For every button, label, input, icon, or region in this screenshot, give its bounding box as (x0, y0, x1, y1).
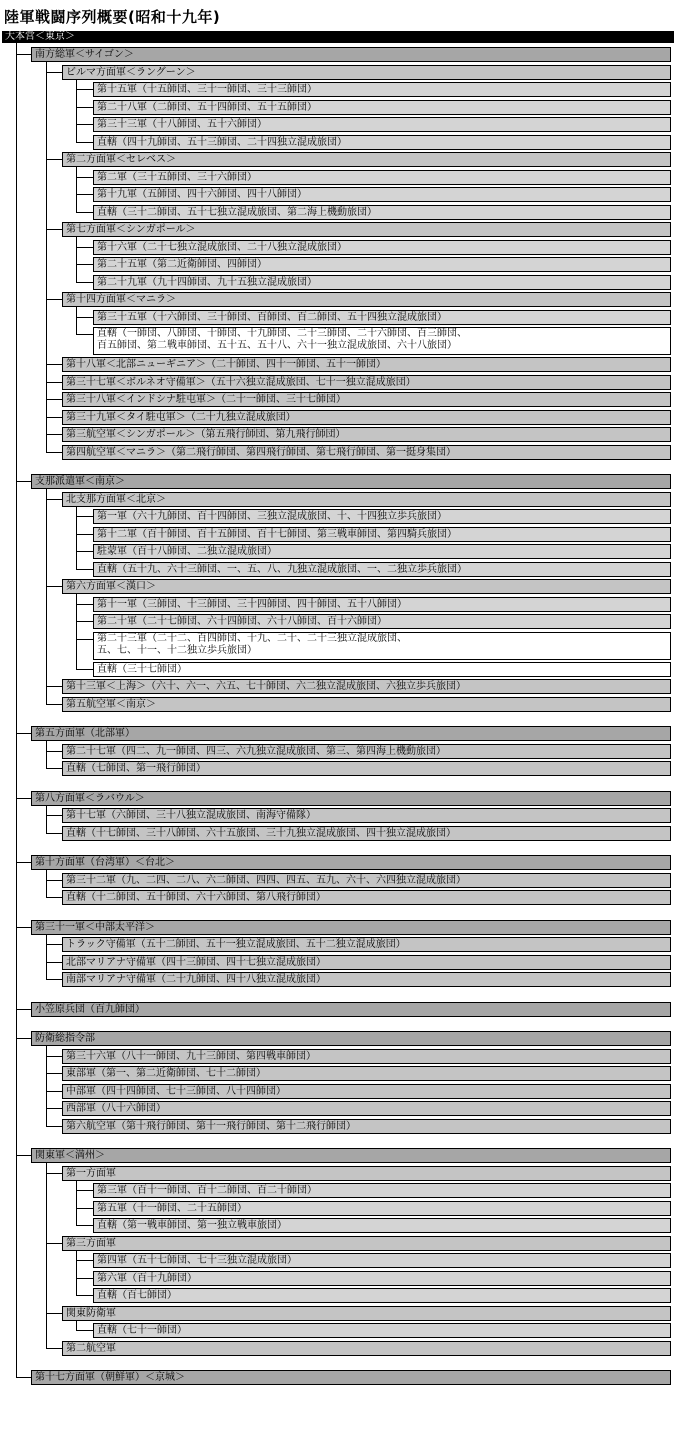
army-node (62, 375, 671, 390)
node-label: 中部軍（四十四師団、七十三師団、八十四師団） (66, 1085, 286, 1097)
node-label: 小笠原兵団（百九師団） (35, 1003, 145, 1015)
tree-connector (76, 569, 93, 570)
tree-trunk (46, 1162, 47, 1348)
tree-trunk (46, 805, 47, 833)
tree-trunk (76, 506, 77, 569)
unit-node (93, 205, 671, 220)
tree-connector (46, 979, 62, 980)
node-label: 西部軍（八十六師団） (66, 1103, 166, 1114)
army-node (62, 152, 671, 167)
command-group (31, 1370, 671, 1385)
tree-connector (46, 880, 62, 881)
node-label: 第一方面軍 (66, 1167, 116, 1179)
army-node (62, 972, 671, 987)
unit-node (93, 1288, 671, 1303)
army-node (62, 1236, 671, 1251)
tree-connector (76, 551, 93, 552)
tree-trunk (46, 869, 47, 897)
tree-trunk (46, 934, 47, 980)
node-label: 第五航空軍＜南京＞ (66, 698, 156, 710)
army-node (62, 1084, 671, 1099)
node-label: 第三十七軍＜ボルネオ守備軍＞（五十六独立混成旅団、七十一独立混成旅団） (66, 376, 416, 388)
unit-node (93, 1253, 671, 1268)
node-label: 北支那方面軍＜北京＞ (66, 493, 166, 505)
node-label: 第二方面軍＜セレベス＞ (66, 154, 176, 165)
army-node (62, 808, 671, 823)
army-node (62, 1306, 671, 1321)
command-group (31, 855, 671, 870)
node-label: ビルマ方面軍＜ラングーン＞ (66, 66, 196, 78)
node-label: 第六方面軍＜漢口＞ (66, 581, 156, 592)
tree-connector (46, 452, 62, 453)
tree-connector (16, 54, 31, 55)
tree-connector (46, 704, 62, 705)
tree-connector (16, 481, 31, 482)
tree-connector (16, 927, 31, 928)
node-label: 第三方面軍 (66, 1237, 116, 1249)
node-label: 第二十八軍（二師団、五十四師団、五十五師団） (97, 101, 317, 113)
army-node (62, 392, 671, 407)
node-label: 第十四方面軍＜マニラ＞ (66, 294, 176, 305)
tree-trunk (76, 1250, 77, 1296)
node-label: 第三十二軍（九、二四、二八、六二師団、四四、四五、五九、六十、六四独立混成旅団） (66, 874, 466, 886)
tree-connector (76, 639, 93, 640)
unit-node (93, 562, 671, 577)
tree-connector (46, 1348, 62, 1349)
node-label: 第十八軍＜北部ニューギニア＞（二十師団、四十一師団、五十一師団） (66, 359, 386, 370)
unit-node (93, 1271, 671, 1286)
node-label: 第二十九軍（九十四師団、九十五独立混成旅団） (97, 276, 317, 288)
node-label: 南方総軍＜サイゴン＞ (35, 49, 134, 60)
army-node (62, 1166, 671, 1181)
tree-connector (46, 399, 62, 400)
tree-connector (46, 159, 62, 160)
tree-connector (46, 72, 62, 73)
unit-node (93, 1218, 671, 1233)
army-node (62, 492, 671, 507)
node-label: 支那派遣軍＜南京＞ (35, 476, 125, 487)
node-label: 直轄（十二師団、五十師団、六十六師団、第八飛行師団） (66, 892, 326, 903)
node-label: 第三航空軍＜シンガポール＞（第五飛行師団、第九飛行師団） (66, 429, 346, 440)
unit-node (93, 187, 671, 202)
tree-trunk (76, 79, 77, 142)
node-label: 第三十五軍（十六師団、三十師団、百師団、百二師団、五十四独立混成旅団） (97, 311, 447, 323)
tree-connector (46, 417, 62, 418)
tree-trunk (76, 1180, 77, 1226)
node-label: 第六航空軍（第十飛行師団、第十一飛行師団、第十二飛行師団） (66, 1120, 356, 1132)
army-node (62, 744, 671, 759)
tree-connector (76, 669, 93, 670)
node-label: 第三十六軍（八十一師団、九十三師団、第四戦車師団） (66, 1050, 316, 1062)
tree-connector (76, 1295, 93, 1296)
tree-connector (46, 815, 62, 816)
node-label: 第十一軍（三師団、十三師団、三十四師団、四十師団、五十八師団） (97, 598, 407, 610)
unit-node (93, 170, 671, 185)
tree-connector (76, 107, 93, 108)
army-node (62, 873, 671, 888)
army-node (62, 410, 671, 425)
tree-connector (46, 751, 62, 752)
army-node (62, 579, 671, 594)
tree-connector (46, 1126, 62, 1127)
node-label: 第八方面軍＜ラバウル＞ (35, 792, 145, 804)
node-label: 第二軍（三十五師団、三十六師団） (97, 171, 257, 183)
page-title: 陸軍戦闘序列概要(昭和十九年) (4, 8, 221, 26)
unit-node (93, 100, 671, 115)
node-label: 第四軍（五十七師団、七十三独立混成旅団） (97, 1255, 297, 1266)
node-label: 第十七軍（六師団、三十八独立混成旅団、南海守備隊） (66, 810, 316, 821)
tree-connector (76, 194, 93, 195)
unit-node (93, 1323, 671, 1338)
command-group (31, 1148, 671, 1163)
node-label: 第七方面軍＜シンガポール＞ (66, 224, 196, 235)
root-node-imperial-hq: 大本営＜東京＞ (2, 31, 674, 43)
unit-node (93, 662, 671, 677)
unit-node (93, 240, 671, 255)
unit-node (93, 632, 671, 660)
unit-node (93, 310, 671, 325)
tree-connector (46, 229, 62, 230)
node-label: 第二十七軍（四二、九一師団、四三、六九独立混成旅団、第三、第四海上機動旅団） (66, 745, 446, 757)
tree-connector (76, 177, 93, 178)
army-node (62, 679, 671, 694)
tree-connector (46, 1243, 62, 1244)
command-group (31, 791, 671, 806)
tree-trunk (76, 306, 77, 334)
tree-connector (76, 142, 93, 143)
army-node (62, 697, 671, 712)
node-label: 関東防衛軍 (66, 1307, 116, 1319)
command-group (31, 726, 671, 741)
node-label: 東部軍（第一、第二近衛師団、七十二師団） (66, 1068, 266, 1079)
tree-connector (76, 1225, 93, 1226)
unit-node (93, 135, 671, 150)
node-label: 直轄（第一戦車師団、第一独立戦車旅団） (97, 1220, 287, 1231)
tree-connector (76, 334, 93, 335)
army-node (62, 1066, 671, 1081)
tree-connector (76, 1278, 93, 1279)
tree-connector (46, 962, 62, 963)
unit-node (93, 614, 671, 629)
tree-connector (46, 1073, 62, 1074)
tree-trunk (76, 236, 77, 282)
tree-connector (76, 604, 93, 605)
node-label: 第三軍（百十一師団、百十二師団、百二十師団） (97, 1185, 317, 1196)
tree-connector (46, 897, 62, 898)
node-label-line2: 百五師団、第二戦車師団、五十五、五十八、六十一独立混成旅団、六十八旅団） (97, 340, 457, 351)
node-label: 直轄（十七師団、三十八師団、六十五旅団、三十九独立混成旅団、四十独立混成旅団） (66, 827, 456, 839)
tree-connector (46, 1173, 62, 1174)
node-label: 第二十五軍（第二近衛師団、四師団） (97, 259, 267, 270)
tree-connector (76, 282, 93, 283)
node-label: 直轄（三十七師団） (97, 663, 187, 675)
unit-node (93, 1201, 671, 1216)
army-node (62, 1101, 671, 1116)
army-node (62, 890, 671, 905)
node-label: 第三十九軍＜タイ駐屯軍＞（二十九独立混成旅団） (66, 411, 296, 423)
command-group (31, 474, 671, 489)
tree-connector (46, 586, 62, 587)
tree-connector (46, 382, 62, 383)
unit-node (93, 597, 671, 612)
unit-node (93, 544, 671, 559)
node-label: 第二十軍（二十七師団、六十四師団、六十八師団、百十六師団） (97, 616, 387, 627)
tree-connector (46, 299, 62, 300)
tree-connector (46, 434, 62, 435)
tree-trunk (46, 61, 47, 452)
tree-trunk (46, 1045, 47, 1126)
army-node (62, 955, 671, 970)
node-label: 第十七方面軍（朝鮮軍）＜京城＞ (35, 1372, 185, 1383)
tree-connector (76, 1260, 93, 1261)
tree-connector (16, 1155, 31, 1156)
node-label: 第十三軍＜上海＞（六十、六一、六五、七十師団、六二独立混成旅団、六独立歩兵旅団） (66, 681, 466, 692)
tree-connector (76, 212, 93, 213)
node-label: 第三十一軍＜中部太平洋＞ (35, 921, 155, 933)
node-label: 直轄（四十九師団、五十三師団、二十四独立混成旅団） (97, 136, 347, 148)
unit-node (93, 275, 671, 290)
army-node (62, 427, 671, 442)
tree-connector (16, 1377, 31, 1378)
tree-connector (46, 1091, 62, 1092)
army-node (62, 65, 671, 80)
node-label: 駐蒙軍（百十八師団、二独立混成旅団） (97, 546, 277, 557)
unit-node (93, 257, 671, 272)
unit-node (93, 1183, 671, 1198)
node-label: 第三十三軍（十八師団、五十六師団） (97, 119, 267, 130)
army-node (62, 761, 671, 776)
tree-connector (46, 944, 62, 945)
tree-connector (76, 264, 93, 265)
army-node (62, 1049, 671, 1064)
army-node (62, 222, 671, 237)
node-label: 直轄（一師団、八師団、十師団、十九師団、二十三師団、二十六師団、百三師団、 (97, 328, 467, 339)
army-node (62, 357, 671, 372)
node-label: 第四航空軍＜マニラ＞（第二飛行師団、第四飛行師団、第七飛行師団、第一挺身集団） (66, 446, 456, 458)
tree-connector (76, 247, 93, 248)
tree-trunk (76, 166, 77, 212)
command-group (31, 1002, 671, 1017)
tree-connector (46, 768, 62, 769)
tree-connector (76, 317, 93, 318)
tree-connector (16, 733, 31, 734)
tree-connector (76, 621, 93, 622)
tree-connector (46, 1108, 62, 1109)
tree-connector (46, 1056, 62, 1057)
tree-trunk (76, 593, 77, 669)
tree-trunk (46, 740, 47, 768)
command-group (31, 920, 671, 935)
node-label: 第十二軍（百十師団、百十五師団、百十七師団、第三戦車師団、第四騎兵旅団） (97, 528, 457, 540)
node-label: 第六軍（百十九師団） (97, 1272, 197, 1284)
tree-connector (76, 1330, 93, 1331)
unit-node (93, 327, 671, 355)
node-label: 直轄（三十二師団、五十七独立混成旅団、第二海上機動旅団） (97, 206, 377, 218)
node-label: 防衛総指令部 (35, 1033, 95, 1044)
army-node (62, 1119, 671, 1134)
unit-node (93, 117, 671, 132)
node-label: 第一軍（六十九師団、百十四師団、三独立混成旅団、十、十四独立歩兵旅団） (97, 511, 447, 522)
node-label: 直轄（七十一師団） (97, 1325, 187, 1336)
command-group (31, 1031, 671, 1046)
tree-connector (46, 364, 62, 365)
node-label-line2: 五、七、十一、十二独立歩兵旅団） (97, 644, 257, 656)
node-label: 第五方面軍（北部軍） (35, 728, 135, 739)
tree-connector (16, 1038, 31, 1039)
tree-connector (16, 1009, 31, 1010)
tree-connector (76, 1190, 93, 1191)
tree-connector (76, 534, 93, 535)
tree-connector (76, 1208, 93, 1209)
tree-trunk (76, 1320, 77, 1331)
node-label: 第二十三軍（二十二、百四師団、十九、二十、二十三独立混成旅団、 (97, 632, 407, 644)
tree-connector (16, 862, 31, 863)
node-label: 南部マリアナ守備軍（二十九師団、四十八独立混成旅団） (66, 974, 326, 985)
tree-connector (46, 499, 62, 500)
node-label: 直轄（五十九、六十三師団、一、五、八、九独立混成旅団、一、二独立歩兵旅団） (97, 563, 467, 575)
army-node (62, 445, 671, 460)
tree-connector (16, 798, 31, 799)
tree-connector (46, 686, 62, 687)
army-node (62, 292, 671, 307)
node-label: 第五軍（十一師団、二十五師団） (97, 1202, 247, 1214)
tree-connector (76, 89, 93, 90)
tree-connector (76, 516, 93, 517)
node-label: 第二航空軍 (66, 1342, 116, 1354)
node-label: 北部マリアナ守備軍（四十三師団、四十七独立混成旅団） (66, 956, 326, 968)
node-label: 第十六軍（二十七独立混成旅団、二十八独立混成旅団） (97, 241, 347, 253)
tree-trunk (46, 488, 47, 704)
node-label: トラック守備軍（五十二師団、五十一独立混成旅団、五十二独立混成旅団） (66, 939, 406, 950)
node-label: 直轄（七師団、第一飛行師団） (66, 763, 206, 774)
army-node (62, 826, 671, 841)
node-label: 直轄（百七師団） (97, 1290, 177, 1301)
unit-node (93, 82, 671, 97)
army-node (62, 937, 671, 952)
node-label: 第十方面軍（台湾軍）＜台北＞ (35, 857, 175, 868)
army-node (62, 1341, 671, 1356)
unit-node (93, 509, 671, 524)
tree-connector (46, 833, 62, 834)
node-label: 関東軍＜満州＞ (35, 1150, 105, 1161)
tree-connector (46, 1313, 62, 1314)
tree-connector (76, 124, 93, 125)
unit-node (93, 527, 671, 542)
node-label: 第十五軍（十五師団、三十一師団、三十三師団） (97, 84, 317, 95)
node-label: 第三十八軍＜インドシナ駐屯軍＞（二十一師団、三十七師団） (66, 394, 346, 405)
node-label: 第十九軍（五師団、四十六師団、四十八師団） (97, 189, 307, 200)
root-trunk (16, 43, 17, 1377)
command-group (31, 47, 671, 62)
